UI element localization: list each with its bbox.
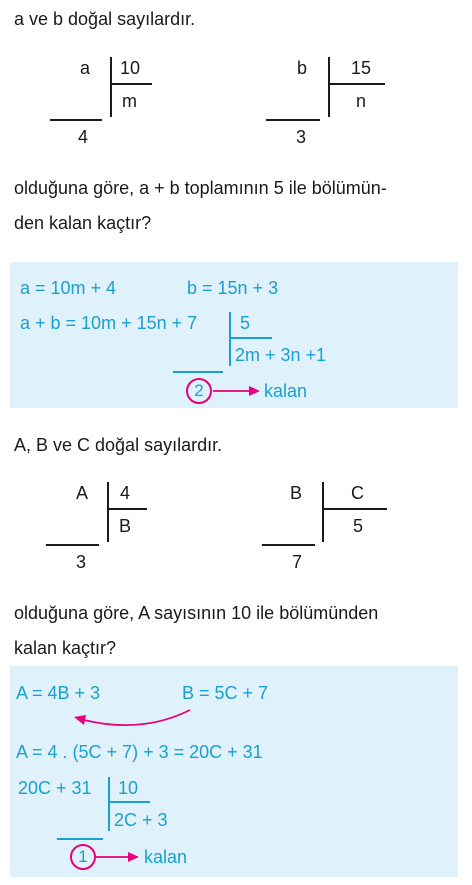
solution-divisor: 5 — [240, 313, 251, 333]
division-divisor: 4 — [120, 483, 131, 503]
division-line — [110, 83, 152, 85]
division-quotient: n — [356, 91, 367, 111]
division-remainder: 3 — [296, 127, 307, 147]
problem2-question-line1: olduğuna göre, A sayısının 10 ile bölümünden — [14, 603, 379, 623]
division-quotient: m — [122, 91, 137, 111]
problem2-question-line2: kalan kaçtır? — [14, 638, 117, 658]
division-dividend: b — [297, 58, 308, 78]
solution-quotient: 2m + 3n +1 — [235, 345, 327, 365]
problem1-intro: a ve b doğal sayılardır. — [14, 9, 196, 29]
minus-sign: _ — [173, 359, 180, 373]
division-quotient: B — [119, 516, 132, 536]
problem1-question-line1: olduğuna göre, a + b toplamının 5 ile bölümün- — [14, 178, 387, 198]
arrow-right-icon — [96, 850, 142, 864]
remainder-circle: 1 — [70, 844, 96, 870]
division-bar — [328, 57, 330, 117]
arrow-left-curved-icon — [72, 706, 194, 734]
division-bar — [108, 777, 110, 831]
division-divisor: 15 — [351, 58, 372, 78]
division-divisor: C — [351, 483, 364, 503]
division-bar — [229, 312, 231, 366]
division-quotient: 5 — [353, 516, 364, 536]
subtraction-line — [173, 371, 223, 373]
division-line — [107, 508, 147, 510]
solution-substitution: A = 4 . (5C + 7) + 3 = 20C + 31 — [16, 742, 263, 762]
division-dividend: B — [290, 483, 303, 503]
minus-sign: _ — [57, 826, 64, 840]
division-bar — [107, 482, 109, 542]
division-bar — [110, 57, 112, 117]
solution-eq-a: A = 4B + 3 — [16, 683, 101, 703]
arrow-right-icon — [213, 384, 263, 398]
subtraction-line — [266, 119, 320, 121]
problem2-intro: A, B ve C doğal sayılardır. — [14, 435, 223, 455]
division-dividend: a — [80, 58, 91, 78]
solution-eq-a: a = 10m + 4 — [20, 278, 117, 298]
minus-sign: _ — [266, 107, 273, 121]
minus-sign: _ — [50, 107, 57, 121]
remainder-label: kalan — [144, 847, 188, 867]
solution-divisor: 10 — [118, 778, 139, 798]
division-line — [328, 83, 385, 85]
minus-sign: _ — [262, 532, 269, 546]
division-dividend: A — [76, 483, 89, 503]
minus-sign: _ — [46, 532, 53, 546]
division-line — [229, 337, 272, 339]
division-remainder: 7 — [292, 552, 303, 572]
solution-sum: a + b = 10m + 15n + 7 — [20, 313, 198, 333]
solution-eq-b: b = 15n + 3 — [187, 278, 279, 298]
division-remainder: 3 — [76, 552, 87, 572]
division-line — [108, 801, 150, 803]
division-divisor: 10 — [120, 58, 141, 78]
division-line — [322, 508, 387, 510]
solution-dividend: 20C + 31 — [18, 778, 92, 798]
remainder-circle: 2 — [186, 378, 212, 404]
remainder-label: kalan — [264, 381, 308, 401]
problem1-question-line2: den kalan kaçtır? — [14, 213, 152, 233]
solution-eq-b: B = 5C + 7 — [182, 683, 269, 703]
solution-quotient: 2C + 3 — [114, 810, 168, 830]
subtraction-line — [50, 119, 102, 121]
subtraction-line — [262, 544, 315, 546]
division-bar — [322, 482, 324, 542]
division-remainder: 4 — [78, 127, 89, 147]
subtraction-line — [46, 544, 99, 546]
